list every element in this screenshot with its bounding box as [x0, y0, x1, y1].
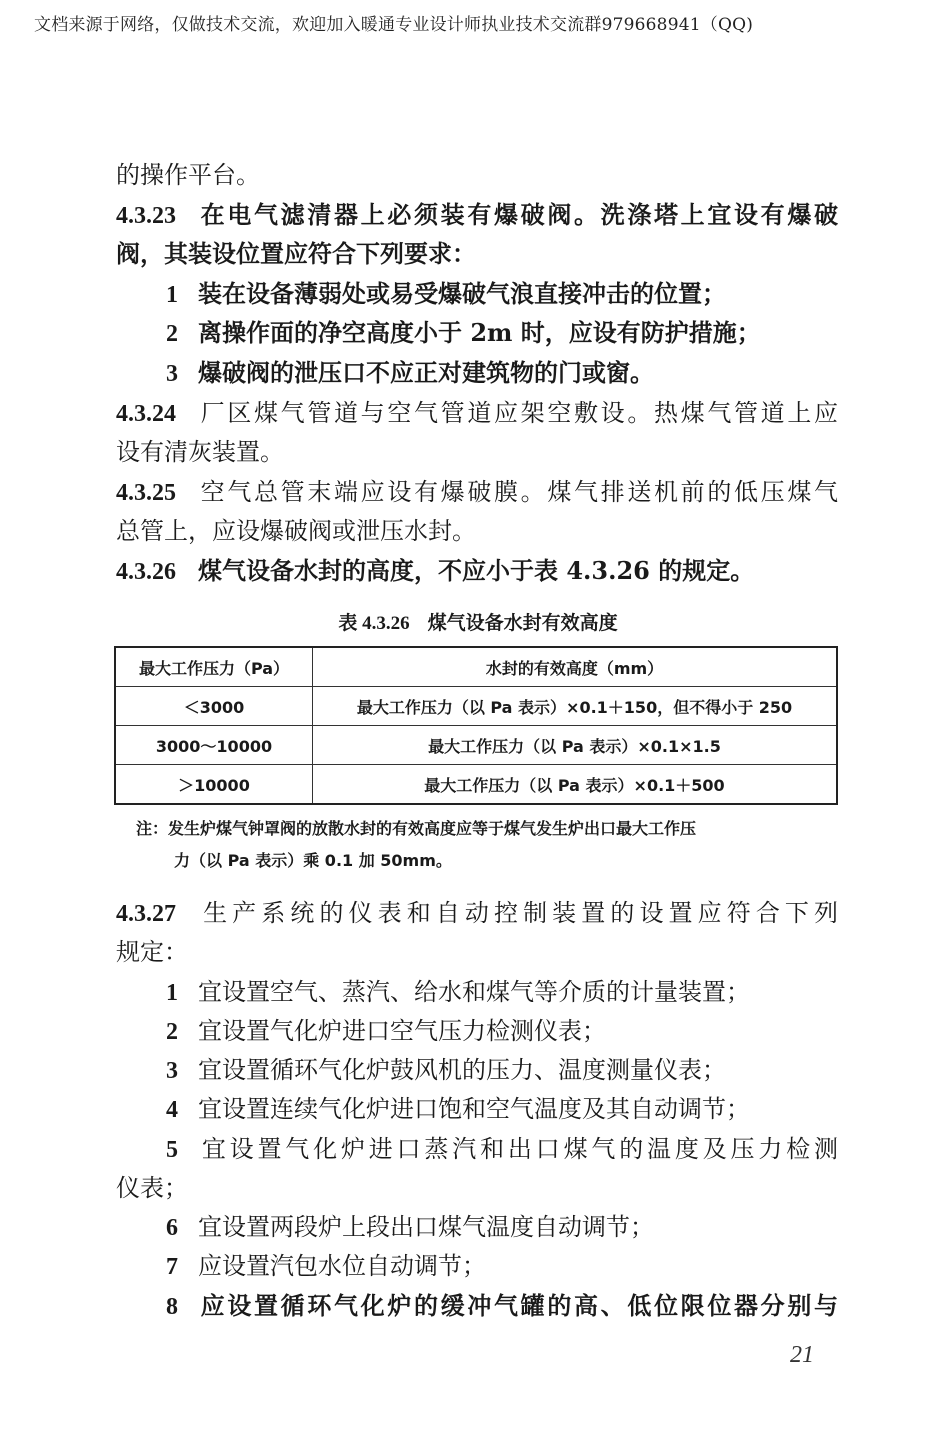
- item-text: 离操作面的净空高度小于 2m 时，应设有防护措施；: [198, 318, 761, 347]
- list-item: [166, 1134, 838, 1165]
- text-line: 的操作平台。: [116, 161, 260, 189]
- clause-text: 在电气滤清器上必须装有爆破阀。洗涤塔上宜设有爆破: [198, 200, 838, 229]
- item-number: 6: [166, 1215, 178, 1241]
- clause-text: 厂区煤气管道与空气管道应架空敷设。热煤气管道上应: [198, 399, 838, 427]
- clause-number: 4.3.24: [116, 401, 176, 427]
- list-item: [166, 1291, 838, 1322]
- clause-text: 生产系统的仪表和自动控制装置的设置应符合下列: [198, 899, 838, 927]
- item-text: 宜设置循环气化炉鼓风机的压力、温度测量仪表；: [198, 1056, 726, 1084]
- table-title: [116, 608, 840, 635]
- list-item: [166, 1016, 606, 1047]
- clause-number: 4.3.23: [116, 203, 176, 229]
- list-item: [166, 279, 726, 310]
- item-number: 4: [166, 1097, 178, 1123]
- table-cell: ＜3000: [115, 687, 313, 726]
- item-text: 应设置循环气化炉的缓冲气罐的高、低位限位器分别与: [198, 1291, 838, 1320]
- clause-continuation: 阀，其装设位置应符合下列要求：: [116, 239, 476, 268]
- item-text: 宜设置连续气化炉进口饱和空气温度及其自动调节；: [198, 1095, 750, 1123]
- item-number: 1: [166, 282, 178, 308]
- table-title-text: 煤气设备水封有效高度: [427, 612, 618, 634]
- list-item: [166, 1251, 486, 1282]
- table-note-continuation: 力（以 Pa 表示）乘 0.1 加 50mm。: [174, 851, 452, 870]
- table-header-cell: 最大工作压力（Pa）: [115, 647, 313, 687]
- clause-number: 4.3.26: [116, 559, 176, 585]
- clause-continuation: 总管上，应设爆破阀或泄压水封。: [116, 517, 476, 545]
- clause-text: 空气总管末端应设有爆破膜。煤气排送机前的低压煤气: [198, 478, 838, 506]
- clause-number: 4.3.27: [116, 901, 176, 927]
- item-text: 宜设置气化炉进口空气压力检测仪表；: [198, 1017, 606, 1045]
- page-number: 21: [790, 1342, 814, 1368]
- list-item: [166, 977, 750, 1008]
- item-text: 宜设置空气、蒸汽、给水和煤气等介质的计量装置；: [198, 978, 750, 1006]
- table-note: 注：发生炉煤气钟罩阀的放散水封的有效高度应等于煤气发生炉出口最大工作压: [136, 819, 697, 838]
- item-number: 8: [166, 1294, 178, 1320]
- item-number: 2: [166, 321, 178, 347]
- item-text: 宜设置两段炉上段出口煤气温度自动调节；: [198, 1213, 654, 1241]
- item-number: 3: [166, 1058, 178, 1084]
- item-text: 爆破阀的泄压口不应正对建筑物的门或窗。: [198, 358, 654, 387]
- item-number: 5: [166, 1137, 178, 1163]
- list-item-continuation: 仪表；: [116, 1174, 188, 1202]
- list-item: [166, 1055, 726, 1086]
- clause-text: 煤气设备水封的高度，不应小于表 4.3.26 的规定。: [198, 556, 755, 585]
- list-item: [166, 1212, 654, 1243]
- clause-4-3-27: [116, 898, 838, 929]
- list-item: [166, 318, 761, 349]
- clause-4-3-26: [116, 556, 754, 587]
- table-cell: 最大工作压力（以 Pa 表示）×0.1×1.5: [313, 726, 838, 765]
- table-header-cell: 水封的有效高度（mm）: [313, 647, 838, 687]
- table-cell: 3000～10000: [115, 726, 313, 765]
- clause-4-3-25: [116, 477, 838, 508]
- table-cell: 最大工作压力（以 Pa 表示）×0.1＋150，但不得小于 250: [313, 687, 838, 726]
- table-row: [115, 765, 837, 805]
- item-text: 应设置汽包水位自动调节；: [198, 1252, 486, 1280]
- list-item: [166, 358, 654, 389]
- item-text: 装在设备薄弱处或易受爆破气浪直接冲击的位置；: [198, 279, 726, 308]
- clause-4-3-23: [116, 200, 838, 231]
- item-number: 1: [166, 980, 178, 1006]
- clause-number: 4.3.25: [116, 480, 176, 506]
- table-number: 表 4.3.26: [338, 613, 410, 634]
- table-cell: ＞10000: [115, 765, 313, 805]
- item-number: 7: [166, 1254, 178, 1280]
- table-cell: 最大工作压力（以 Pa 表示）×0.1＋500: [313, 765, 838, 805]
- list-item: [166, 1094, 750, 1125]
- watermark-text: 文档来源于网络，仅做技术交流，欢迎加入暖通专业设计师执业技术交流群979668941（QQ): [34, 15, 754, 35]
- table-header-row: [115, 647, 837, 687]
- table-row: [115, 687, 837, 726]
- clause-continuation: 规定：: [116, 938, 188, 966]
- table-row: [115, 726, 837, 765]
- item-number: 3: [166, 361, 178, 387]
- clause-4-3-24: [116, 398, 838, 429]
- item-number: 2: [166, 1019, 178, 1045]
- item-text: 宜设置气化炉进口蒸汽和出口煤气的温度及压力检测: [198, 1135, 838, 1163]
- water-seal-table: [114, 646, 838, 805]
- clause-continuation: 设有清灰装置。: [116, 438, 284, 466]
